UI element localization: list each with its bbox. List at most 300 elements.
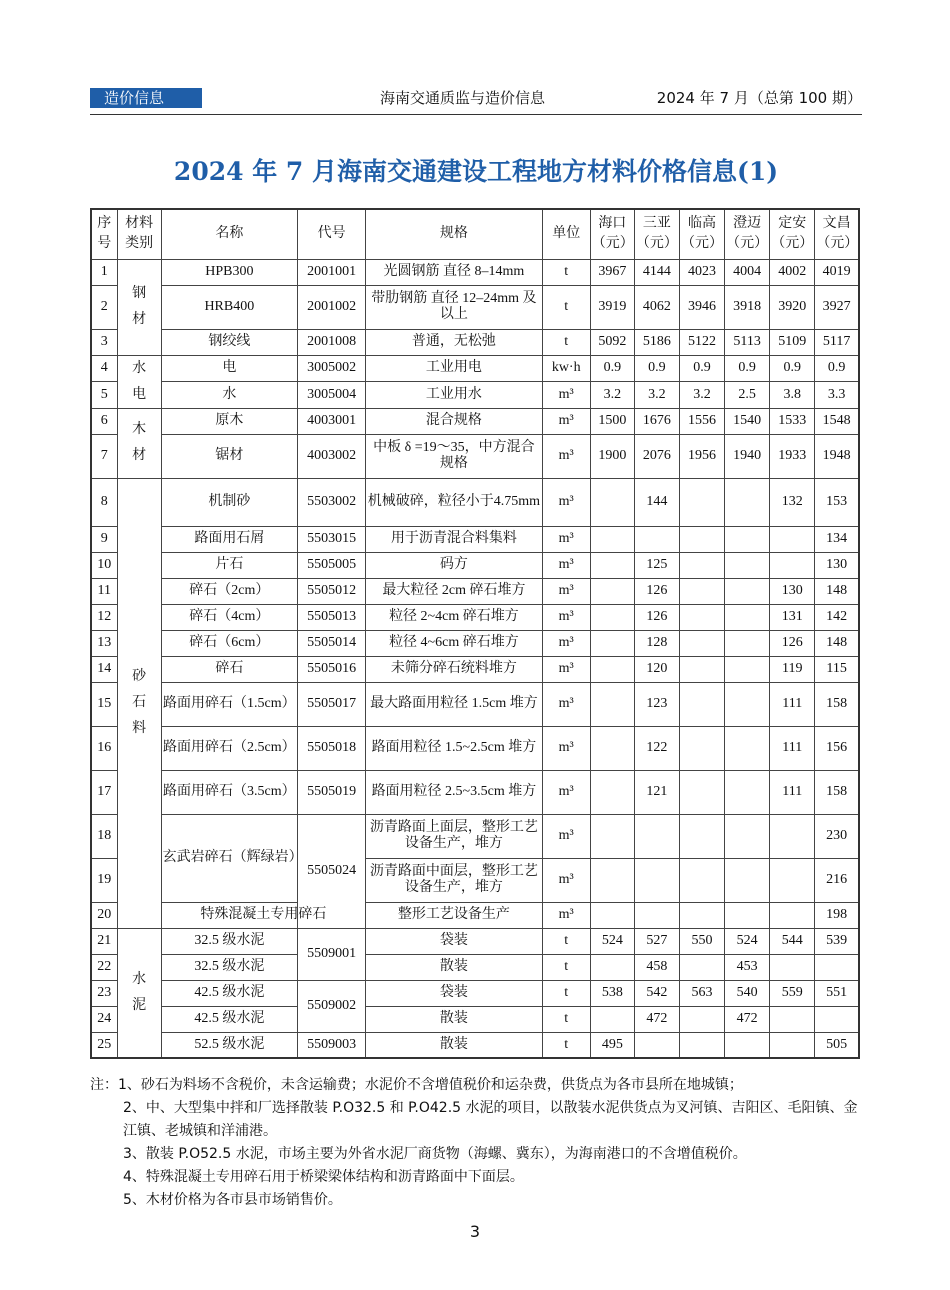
price-cell xyxy=(679,552,724,578)
price-cell xyxy=(590,630,634,656)
price-cell: 158 xyxy=(815,682,859,726)
material-spec: 光圆钢筋 直径 8–14mm xyxy=(366,259,542,285)
unit-cell: t xyxy=(542,928,590,954)
row-number: 16 xyxy=(91,726,117,770)
table-row xyxy=(91,285,859,329)
price-cell xyxy=(590,682,634,726)
row-number: 5 xyxy=(91,382,117,409)
table-row xyxy=(91,329,859,355)
row-number: 1 xyxy=(91,259,117,285)
price-cell: 4062 xyxy=(634,285,679,329)
material-code: 5509001 xyxy=(298,928,366,980)
price-cell xyxy=(725,552,770,578)
header-code: 代号 xyxy=(298,209,366,259)
material-spec: 中板 δ =19～35，中方混合规格 xyxy=(366,434,542,478)
price-cell: 539 xyxy=(815,928,859,954)
table-row xyxy=(91,630,859,656)
price-cell xyxy=(770,858,815,902)
row-number: 15 xyxy=(91,682,117,726)
unit-cell: m³ xyxy=(542,478,590,526)
price-cell: 132 xyxy=(770,478,815,526)
price-cell: 115 xyxy=(815,656,859,682)
table-row xyxy=(91,726,859,770)
unit-cell: t xyxy=(542,259,590,285)
price-cell xyxy=(679,954,724,980)
price-cell xyxy=(679,656,724,682)
header-city: 澄迈（元） xyxy=(725,209,770,259)
price-cell: 495 xyxy=(590,1032,634,1058)
category-cell: 水 电 xyxy=(117,355,161,408)
material-spec: 袋装 xyxy=(366,928,542,954)
table-row xyxy=(91,902,859,928)
material-name: 玄武岩碎石（辉绿岩） xyxy=(161,814,297,902)
price-cell: 527 xyxy=(634,928,679,954)
material-spec: 未筛分碎石统料堆方 xyxy=(366,656,542,682)
material-spec: 沥青路面中面层，整形工艺设备生产，堆方 xyxy=(366,858,542,902)
material-name: 32.5 级水泥 xyxy=(161,954,297,980)
row-number: 12 xyxy=(91,604,117,630)
price-cell: 122 xyxy=(634,726,679,770)
price-cell xyxy=(725,578,770,604)
price-cell xyxy=(815,1006,859,1032)
price-cell xyxy=(679,526,724,552)
price-cell xyxy=(725,770,770,814)
price-cell: 5113 xyxy=(725,329,770,355)
unit-cell: t xyxy=(542,285,590,329)
price-cell xyxy=(679,578,724,604)
price-cell: 153 xyxy=(815,478,859,526)
price-cell xyxy=(679,630,724,656)
price-cell: 1556 xyxy=(679,408,724,434)
material-code: 5505014 xyxy=(298,630,366,656)
price-cell xyxy=(634,526,679,552)
price-cell: 1948 xyxy=(815,434,859,478)
table-row xyxy=(91,928,859,954)
price-cell: 216 xyxy=(815,858,859,902)
price-cell xyxy=(725,858,770,902)
price-cell: 563 xyxy=(679,980,724,1006)
unit-cell: m³ xyxy=(542,408,590,434)
row-number: 22 xyxy=(91,954,117,980)
header-city: 定安（元） xyxy=(770,209,815,259)
price-cell xyxy=(770,552,815,578)
header-city: 三亚（元） xyxy=(634,209,679,259)
price-cell: 542 xyxy=(634,980,679,1006)
price-cell: 453 xyxy=(725,954,770,980)
material-name: HPB300 xyxy=(161,259,297,285)
material-spec: 机械破碎，粒径小于4.75mm xyxy=(366,478,542,526)
material-spec: 路面用粒径 1.5~2.5cm 堆方 xyxy=(366,726,542,770)
price-cell: 130 xyxy=(770,578,815,604)
price-cell: 1533 xyxy=(770,408,815,434)
price-cell xyxy=(679,1006,724,1032)
row-number: 18 xyxy=(91,814,117,858)
price-cell: 111 xyxy=(770,726,815,770)
price-cell: 1933 xyxy=(770,434,815,478)
row-number: 23 xyxy=(91,980,117,1006)
price-cell: 524 xyxy=(725,928,770,954)
price-cell xyxy=(590,1006,634,1032)
price-cell: 5122 xyxy=(679,329,724,355)
price-cell: 3946 xyxy=(679,285,724,329)
price-cell: 230 xyxy=(815,814,859,858)
material-spec: 沥青路面上面层，整形工艺设备生产，堆方 xyxy=(366,814,542,858)
material-spec: 路面用粒径 2.5~3.5cm 堆方 xyxy=(366,770,542,814)
price-cell: 4144 xyxy=(634,259,679,285)
price-cell xyxy=(590,578,634,604)
material-code: 5505018 xyxy=(298,726,366,770)
unit-cell: m³ xyxy=(542,552,590,578)
category-cell: 钢 材 xyxy=(117,259,161,355)
price-cell xyxy=(634,858,679,902)
price-cell xyxy=(679,726,724,770)
material-code: 5505005 xyxy=(298,552,366,578)
row-number: 21 xyxy=(91,928,117,954)
material-spec: 混合规格 xyxy=(366,408,542,434)
row-number: 2 xyxy=(91,285,117,329)
price-cell: 538 xyxy=(590,980,634,1006)
price-cell: 198 xyxy=(815,902,859,928)
table-row xyxy=(91,478,859,526)
price-cell: 2076 xyxy=(634,434,679,478)
price-cell: 125 xyxy=(634,552,679,578)
note-item: 3、散装 P.O52.5 水泥，市场主要为外省水泥厂商货物（海螺、冀东），为海南港口的不含增值税价。 xyxy=(123,1146,747,1162)
material-name: 碎石（2cm） xyxy=(161,578,297,604)
price-cell: 158 xyxy=(815,770,859,814)
material-spec: 工业用水 xyxy=(366,382,542,409)
unit-cell: m³ xyxy=(542,630,590,656)
price-cell xyxy=(725,1032,770,1058)
table-row xyxy=(91,355,859,382)
header-spec: 规格 xyxy=(366,209,542,259)
table-row xyxy=(91,552,859,578)
price-cell: 5092 xyxy=(590,329,634,355)
price-cell xyxy=(770,526,815,552)
price-cell xyxy=(725,630,770,656)
footnotes xyxy=(90,1074,862,1212)
price-cell: 134 xyxy=(815,526,859,552)
price-cell: 550 xyxy=(679,928,724,954)
table-row xyxy=(91,526,859,552)
material-spec: 粒径 4~6cm 碎石堆方 xyxy=(366,630,542,656)
price-cell: 156 xyxy=(815,726,859,770)
unit-cell: m³ xyxy=(542,382,590,409)
price-cell xyxy=(679,858,724,902)
unit-cell: m³ xyxy=(542,682,590,726)
price-cell: 544 xyxy=(770,928,815,954)
material-code: 2001008 xyxy=(298,329,366,355)
price-cell: 148 xyxy=(815,630,859,656)
price-cell: 458 xyxy=(634,954,679,980)
material-spec: 整形工艺设备生产 xyxy=(366,902,542,928)
row-number: 4 xyxy=(91,355,117,382)
material-name: 水 xyxy=(161,382,297,409)
price-table xyxy=(90,208,860,1059)
material-code: 4003002 xyxy=(298,434,366,478)
table-row xyxy=(91,259,859,285)
price-cell xyxy=(590,858,634,902)
price-cell xyxy=(679,478,724,526)
material-spec: 散装 xyxy=(366,1032,542,1058)
header-city: 文昌（元） xyxy=(815,209,859,259)
price-cell: 130 xyxy=(815,552,859,578)
table-row xyxy=(91,604,859,630)
row-number: 13 xyxy=(91,630,117,656)
material-spec: 工业用电 xyxy=(366,355,542,382)
price-cell: 126 xyxy=(770,630,815,656)
price-cell xyxy=(725,656,770,682)
row-number: 11 xyxy=(91,578,117,604)
material-name: 碎石（4cm） xyxy=(161,604,297,630)
unit-cell: kw·h xyxy=(542,355,590,382)
price-cell xyxy=(725,814,770,858)
price-cell xyxy=(590,770,634,814)
price-cell xyxy=(770,954,815,980)
material-name: 路面用碎石（3.5cm） xyxy=(161,770,297,814)
material-spec: 散装 xyxy=(366,1006,542,1032)
price-cell xyxy=(679,604,724,630)
material-code: 5505024 xyxy=(298,814,366,928)
price-cell: 144 xyxy=(634,478,679,526)
price-cell: 142 xyxy=(815,604,859,630)
row-number: 14 xyxy=(91,656,117,682)
row-number: 6 xyxy=(91,408,117,434)
price-cell: 126 xyxy=(634,578,679,604)
price-cell: 1676 xyxy=(634,408,679,434)
material-code: 4003001 xyxy=(298,408,366,434)
price-cell xyxy=(679,682,724,726)
page-title: 2024 年 7 月海南交通建设工程地方材料价格信息(1) xyxy=(173,157,779,186)
price-cell: 1956 xyxy=(679,434,724,478)
material-name: 32.5 级水泥 xyxy=(161,928,297,954)
material-code: 3005002 xyxy=(298,355,366,382)
material-name: 电 xyxy=(161,355,297,382)
price-cell xyxy=(634,902,679,928)
material-code: 2001002 xyxy=(298,285,366,329)
material-code: 5503015 xyxy=(298,526,366,552)
price-cell: 472 xyxy=(634,1006,679,1032)
material-name: 路面用碎石（2.5cm） xyxy=(161,726,297,770)
material-spec: 码方 xyxy=(366,552,542,578)
table-row xyxy=(91,408,859,434)
price-cell xyxy=(590,814,634,858)
unit-cell: t xyxy=(542,329,590,355)
header-city: 海口（元） xyxy=(590,209,634,259)
table-row xyxy=(91,980,859,1006)
price-cell xyxy=(770,1006,815,1032)
price-cell: 123 xyxy=(634,682,679,726)
unit-cell: t xyxy=(542,1006,590,1032)
price-cell xyxy=(725,902,770,928)
row-number: 3 xyxy=(91,329,117,355)
material-name: 路面用石屑 xyxy=(161,526,297,552)
material-name: 钢绞线 xyxy=(161,329,297,355)
header-category: 材料类别 xyxy=(117,209,161,259)
price-cell xyxy=(725,682,770,726)
section-tag: 造价信息 xyxy=(90,88,202,108)
material-name: 特殊混凝土专用碎石 xyxy=(161,902,366,928)
price-cell: 131 xyxy=(770,604,815,630)
price-cell: 3.2 xyxy=(634,382,679,409)
unit-cell: t xyxy=(542,954,590,980)
price-cell: 1900 xyxy=(590,434,634,478)
material-name: 片石 xyxy=(161,552,297,578)
row-number: 7 xyxy=(91,434,117,478)
material-spec: 最大路面用粒径 1.5cm 堆方 xyxy=(366,682,542,726)
price-cell xyxy=(679,814,724,858)
material-spec: 散装 xyxy=(366,954,542,980)
price-cell: 148 xyxy=(815,578,859,604)
table-row xyxy=(91,682,859,726)
price-cell xyxy=(725,478,770,526)
material-spec: 普通，无松弛 xyxy=(366,329,542,355)
unit-cell: t xyxy=(542,1032,590,1058)
price-cell xyxy=(590,954,634,980)
price-cell: 128 xyxy=(634,630,679,656)
price-cell: 5117 xyxy=(815,329,859,355)
price-cell: 120 xyxy=(634,656,679,682)
price-cell: 4019 xyxy=(815,259,859,285)
unit-cell: m³ xyxy=(542,526,590,552)
material-spec: 最大粒径 2cm 碎石堆方 xyxy=(366,578,542,604)
material-code: 5509002 xyxy=(298,980,366,1032)
material-code: 5505013 xyxy=(298,604,366,630)
price-cell: 1540 xyxy=(725,408,770,434)
material-name: 42.5 级水泥 xyxy=(161,980,297,1006)
price-cell: 4004 xyxy=(725,259,770,285)
price-cell: 0.9 xyxy=(725,355,770,382)
price-cell: 3927 xyxy=(815,285,859,329)
material-code: 5503002 xyxy=(298,478,366,526)
material-code: 5505019 xyxy=(298,770,366,814)
price-cell: 121 xyxy=(634,770,679,814)
note-item: 注：1、砂石为料场不含税价，未含运输费；水泥价不含增值税价和运杂费，供货点为各市县所在地城镇； xyxy=(90,1077,743,1093)
material-code: 5505016 xyxy=(298,656,366,682)
row-number: 24 xyxy=(91,1006,117,1032)
unit-cell: m³ xyxy=(542,770,590,814)
price-cell: 1940 xyxy=(725,434,770,478)
price-cell: 3918 xyxy=(725,285,770,329)
price-cell: 0.9 xyxy=(590,355,634,382)
material-code: 2001001 xyxy=(298,259,366,285)
price-cell: 5109 xyxy=(770,329,815,355)
price-cell xyxy=(725,726,770,770)
table-row xyxy=(91,814,859,858)
note-item: 2、中、大型集中拌和厂选择散装 P.O32.5 和 P.O42.5 水泥的项目，以散装水泥供货点为叉河镇、吉阳区、毛阳镇、金江镇、老城镇和洋浦港。 xyxy=(123,1100,858,1139)
price-cell xyxy=(634,814,679,858)
price-cell xyxy=(725,526,770,552)
table-row xyxy=(91,770,859,814)
material-spec: 粒径 2~4cm 碎石堆方 xyxy=(366,604,542,630)
unit-cell: m³ xyxy=(542,434,590,478)
price-cell xyxy=(679,770,724,814)
issue-label: 2024 年 7 月（总第 100 期） xyxy=(656,89,862,107)
note-item: 5、木材价格为各市县市场销售价。 xyxy=(123,1192,342,1208)
price-cell xyxy=(590,656,634,682)
running-header xyxy=(90,86,862,110)
material-name: 42.5 级水泥 xyxy=(161,1006,297,1032)
material-code: 5505017 xyxy=(298,682,366,726)
price-cell: 0.9 xyxy=(770,355,815,382)
price-cell: 551 xyxy=(815,980,859,1006)
publication-name: 海南交通质监与造价信息 xyxy=(380,89,546,107)
material-name: 52.5 级水泥 xyxy=(161,1032,297,1058)
price-cell xyxy=(590,726,634,770)
row-number: 25 xyxy=(91,1032,117,1058)
table-row xyxy=(91,954,859,980)
unit-cell: t xyxy=(542,980,590,1006)
price-cell xyxy=(679,1032,724,1058)
material-name: 路面用碎石（1.5cm） xyxy=(161,682,297,726)
price-cell xyxy=(634,1032,679,1058)
price-cell: 2.5 xyxy=(725,382,770,409)
material-name: 碎石 xyxy=(161,656,297,682)
unit-cell: m³ xyxy=(542,656,590,682)
material-code: 5509003 xyxy=(298,1032,366,1058)
material-spec: 带肋钢筋 直径 12–24mm 及以上 xyxy=(366,285,542,329)
header-unit: 单位 xyxy=(542,209,590,259)
row-number: 20 xyxy=(91,902,117,928)
unit-cell: m³ xyxy=(542,604,590,630)
row-number: 8 xyxy=(91,478,117,526)
price-cell xyxy=(590,604,634,630)
price-cell: 1500 xyxy=(590,408,634,434)
unit-cell: m³ xyxy=(542,814,590,858)
price-cell: 540 xyxy=(725,980,770,1006)
page-number: 3 xyxy=(469,1222,481,1241)
row-number: 9 xyxy=(91,526,117,552)
material-name: 原木 xyxy=(161,408,297,434)
unit-cell: m³ xyxy=(542,902,590,928)
price-cell xyxy=(770,1032,815,1058)
material-spec: 袋装 xyxy=(366,980,542,1006)
price-cell: 3.8 xyxy=(770,382,815,409)
table-row xyxy=(91,578,859,604)
table-row xyxy=(91,656,859,682)
price-cell: 1548 xyxy=(815,408,859,434)
price-cell: 472 xyxy=(725,1006,770,1032)
header-city: 临高（元） xyxy=(679,209,724,259)
price-cell xyxy=(770,902,815,928)
unit-cell: m³ xyxy=(542,726,590,770)
price-cell: 3.2 xyxy=(590,382,634,409)
table-row xyxy=(91,1006,859,1032)
material-name: HRB400 xyxy=(161,285,297,329)
note-item: 4、特殊混凝土专用碎石用于桥梁梁体结构和沥青路面中下面层。 xyxy=(123,1169,524,1185)
price-cell: 4002 xyxy=(770,259,815,285)
price-cell xyxy=(679,902,724,928)
table-head xyxy=(91,209,859,259)
price-cell: 4023 xyxy=(679,259,724,285)
row-number: 19 xyxy=(91,858,117,902)
price-cell: 559 xyxy=(770,980,815,1006)
price-cell xyxy=(590,552,634,578)
header-rule xyxy=(90,114,862,115)
table-body xyxy=(91,259,859,1058)
price-cell xyxy=(770,814,815,858)
price-cell: 119 xyxy=(770,656,815,682)
material-name: 机制砂 xyxy=(161,478,297,526)
material-code: 3005004 xyxy=(298,382,366,409)
unit-cell: m³ xyxy=(542,858,590,902)
price-cell xyxy=(725,604,770,630)
price-cell: 3919 xyxy=(590,285,634,329)
price-cell: 126 xyxy=(634,604,679,630)
price-cell: 0.9 xyxy=(679,355,724,382)
price-cell: 505 xyxy=(815,1032,859,1058)
price-cell xyxy=(590,478,634,526)
price-cell: 0.9 xyxy=(815,355,859,382)
